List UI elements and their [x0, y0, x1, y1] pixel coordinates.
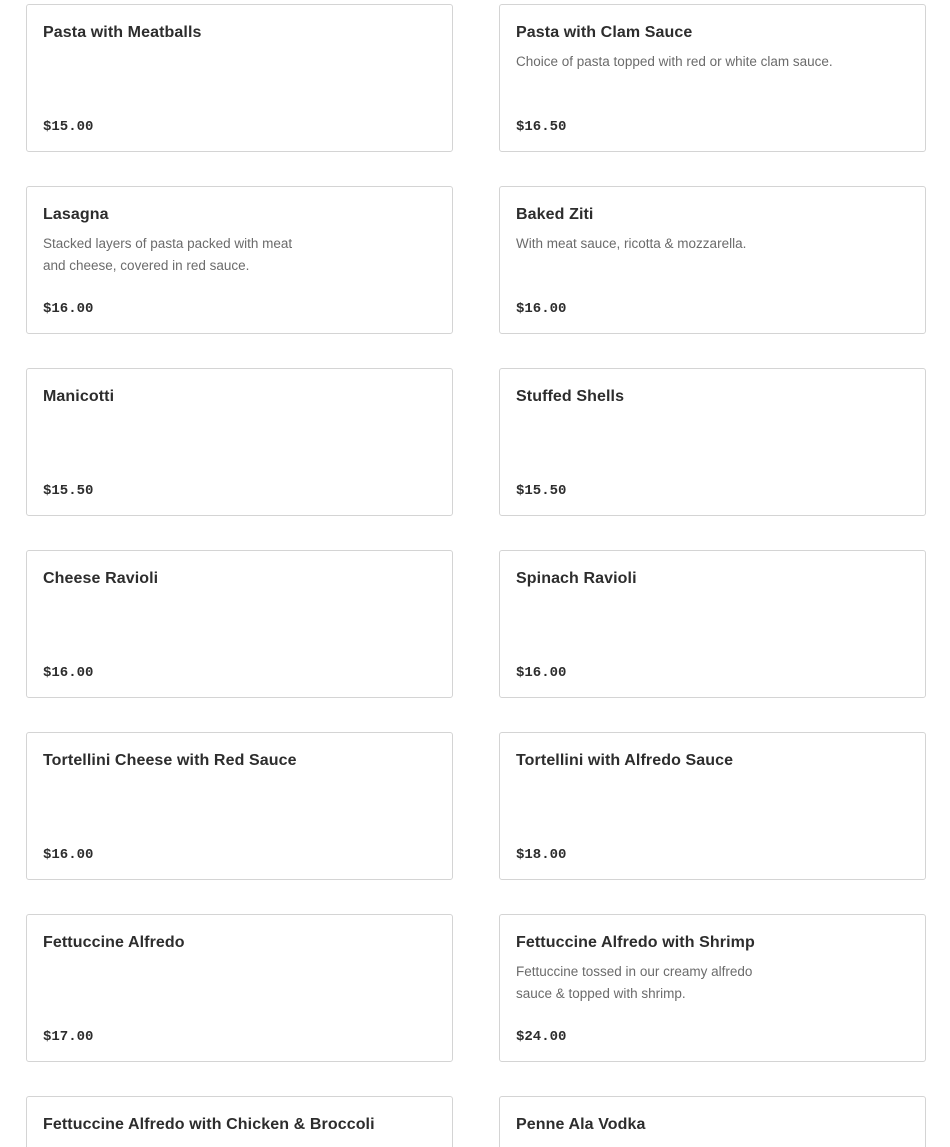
menu-item-card[interactable] [26, 4, 453, 152]
menu-item-name: Penne Ala Vodka [516, 1116, 646, 1133]
menu-item-card[interactable] [499, 1096, 926, 1147]
menu-item-card[interactable] [26, 368, 453, 516]
menu-item-name: Lasagna [43, 206, 109, 223]
menu-item-card[interactable] [26, 550, 453, 698]
menu-item-card[interactable] [499, 186, 926, 334]
menu-item-card[interactable] [26, 914, 453, 1062]
menu-item-name: Fettuccine Alfredo with Shrimp [516, 934, 755, 951]
menu-item-name: Spinach Ravioli [516, 570, 637, 587]
menu-item-card[interactable] [499, 550, 926, 698]
menu-item-price: $24.00 [516, 1029, 567, 1045]
menu-item-description: Stacked layers of pasta packed with meat and cheese, covered in red sauce. [43, 236, 293, 273]
menu-item-card[interactable] [499, 4, 926, 152]
menu-item-name: Stuffed Shells [516, 388, 625, 405]
menu-item-price: $16.00 [516, 665, 567, 681]
menu-item-name: Tortellini Cheese with Red Sauce [43, 752, 297, 769]
menu-item-card[interactable] [499, 732, 926, 880]
menu-item-name: Cheese Ravioli [43, 570, 159, 587]
menu-item-price: $17.00 [43, 1029, 94, 1045]
menu-item-description: Fettuccine tossed in our creamy alfredo sauce & topped with shrimp. [516, 964, 753, 1001]
menu-item-name: Tortellini with Alfredo Sauce [516, 752, 734, 769]
menu-item-price: $18.00 [516, 847, 567, 863]
menu-item-card[interactable] [26, 1096, 453, 1147]
menu-item-name: Pasta with Clam Sauce [516, 24, 693, 41]
menu-item-price: $15.50 [43, 483, 94, 499]
menu-item-name: Manicotti [43, 388, 115, 405]
menu-item-card[interactable] [499, 914, 926, 1062]
menu-item-price: $16.00 [43, 665, 94, 681]
menu-item-description: Choice of pasta topped with red or white clam sauce. [516, 54, 833, 69]
menu-item-price: $15.50 [516, 483, 567, 499]
menu-item-price: $16.00 [43, 301, 94, 317]
menu-item-price: $16.00 [43, 847, 94, 863]
menu-item-name: Baked Ziti [516, 206, 594, 223]
menu-item-price: $16.00 [516, 301, 567, 317]
menu-item-name: Pasta with Meatballs [43, 24, 202, 41]
menu-item-price: $15.00 [43, 119, 94, 135]
menu-item-card[interactable] [499, 368, 926, 516]
menu-item-description: With meat sauce, ricotta & mozzarella. [516, 236, 747, 251]
menu-item-card[interactable] [26, 186, 453, 334]
menu-item-name: Fettuccine Alfredo with Chicken & Broccoli [43, 1116, 375, 1133]
menu-item-card[interactable] [26, 732, 453, 880]
menu-item-price: $16.50 [516, 119, 567, 135]
menu-item-name: Fettuccine Alfredo [43, 934, 185, 951]
